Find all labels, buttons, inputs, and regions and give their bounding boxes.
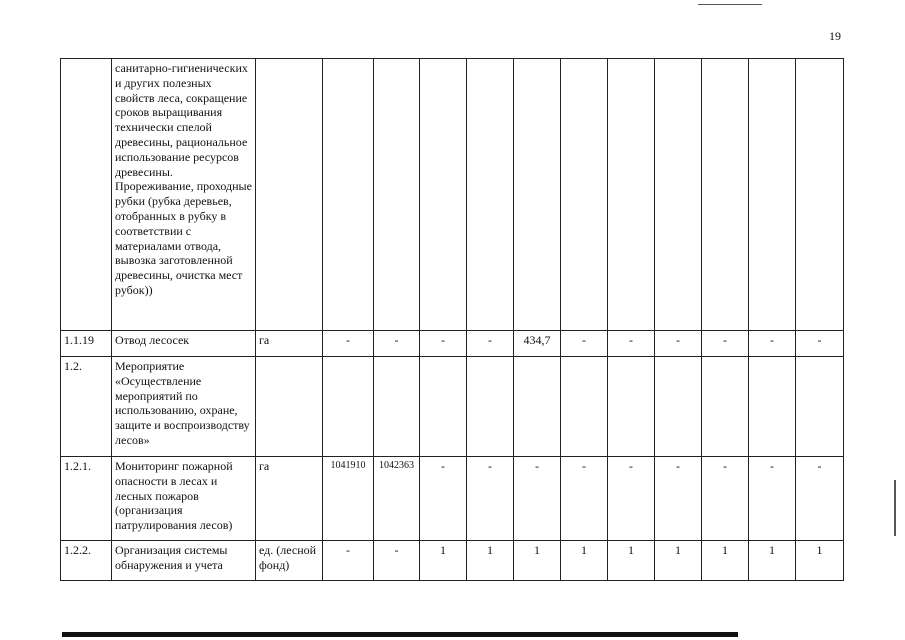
page-number: 19 bbox=[829, 29, 841, 43]
row-value: - bbox=[608, 457, 655, 541]
row-value: 1 bbox=[514, 541, 561, 581]
table-row bbox=[61, 541, 885, 581]
row-name: санитарно-гигиенических и других полезных свойств леса, сокращение сроков выращивания технически спелой древесины, рациональное использование ресурсов древесины. Прореживание, проходные рубки (рубка деревьев, отобранных в рубку в соответствии с материалами отвода, вывозка заготовленной древесины, очистка мест рубок)) bbox=[112, 59, 256, 331]
row-value: - bbox=[655, 331, 702, 357]
row-value: 1 bbox=[796, 541, 844, 581]
row-name: Организация системы обнаружения и учета bbox=[112, 541, 256, 581]
row-value: - bbox=[514, 457, 561, 541]
row-value: - bbox=[467, 331, 514, 357]
row-value: - bbox=[374, 331, 420, 357]
row-name: Отвод лесосек bbox=[112, 331, 256, 357]
row-code bbox=[61, 59, 112, 331]
row-value bbox=[374, 59, 420, 331]
scan-bottom-bar bbox=[62, 632, 738, 637]
row-value bbox=[749, 357, 796, 457]
row-value: - bbox=[796, 331, 844, 357]
row-value: 1 bbox=[608, 541, 655, 581]
row-value bbox=[323, 357, 374, 457]
row-code: 1.1.19 bbox=[61, 331, 112, 357]
data-table bbox=[60, 58, 885, 581]
row-code: 1.2. bbox=[61, 357, 112, 457]
row-value bbox=[608, 357, 655, 457]
row-unit: га bbox=[256, 457, 323, 541]
row-name: Мероприятие «Осуществление мероприятий по использованию, охране, защите и воспроизводству лесов» bbox=[112, 357, 256, 457]
table-row bbox=[61, 357, 885, 457]
row-value: - bbox=[702, 457, 749, 541]
row-value: - bbox=[796, 457, 844, 541]
row-value: 1 bbox=[467, 541, 514, 581]
row-value: - bbox=[561, 457, 608, 541]
row-unit bbox=[256, 357, 323, 457]
row-value: - bbox=[608, 331, 655, 357]
row-value bbox=[655, 357, 702, 457]
row-unit: га bbox=[256, 331, 323, 357]
row-code: 1.2.2. bbox=[61, 541, 112, 581]
row-value: - bbox=[702, 331, 749, 357]
top-rule bbox=[698, 4, 762, 5]
row-value bbox=[514, 59, 561, 331]
row-value bbox=[561, 357, 608, 457]
row-value bbox=[323, 59, 374, 331]
row-code: 1.2.1. bbox=[61, 457, 112, 541]
row-value bbox=[467, 59, 514, 331]
row-value bbox=[420, 357, 467, 457]
row-value bbox=[467, 357, 514, 457]
row-value: - bbox=[323, 541, 374, 581]
row-value: - bbox=[420, 457, 467, 541]
row-value: 1 bbox=[749, 541, 796, 581]
row-value: 1 bbox=[561, 541, 608, 581]
row-value bbox=[374, 357, 420, 457]
row-value bbox=[608, 59, 655, 331]
table-row bbox=[61, 59, 885, 331]
row-value: 434,7 bbox=[514, 331, 561, 357]
row-value bbox=[420, 59, 467, 331]
row-value bbox=[796, 59, 844, 331]
row-value: - bbox=[374, 541, 420, 581]
row-value bbox=[702, 59, 749, 331]
row-value bbox=[796, 357, 844, 457]
table-row bbox=[61, 457, 885, 541]
scan-edge-mark bbox=[894, 480, 896, 536]
row-value bbox=[655, 59, 702, 331]
row-value bbox=[561, 59, 608, 331]
row-value: 1042363 bbox=[374, 457, 420, 541]
row-value bbox=[514, 357, 561, 457]
row-value: 1 bbox=[420, 541, 467, 581]
row-value: 1041910 bbox=[323, 457, 374, 541]
row-value: - bbox=[561, 331, 608, 357]
row-value: - bbox=[420, 331, 467, 357]
row-value: - bbox=[749, 331, 796, 357]
row-value: 1 bbox=[655, 541, 702, 581]
row-value: 1 bbox=[702, 541, 749, 581]
row-value: - bbox=[749, 457, 796, 541]
row-value: - bbox=[323, 331, 374, 357]
row-unit bbox=[256, 59, 323, 331]
row-unit: ед. (лесной фонд) bbox=[256, 541, 323, 581]
table-row bbox=[61, 331, 885, 357]
row-value bbox=[749, 59, 796, 331]
row-value bbox=[702, 357, 749, 457]
row-value: - bbox=[467, 457, 514, 541]
row-value: - bbox=[655, 457, 702, 541]
row-name: Мониторинг пожарной опасности в лесах и лесных пожаров (организация патрулирования лесов) bbox=[112, 457, 256, 541]
